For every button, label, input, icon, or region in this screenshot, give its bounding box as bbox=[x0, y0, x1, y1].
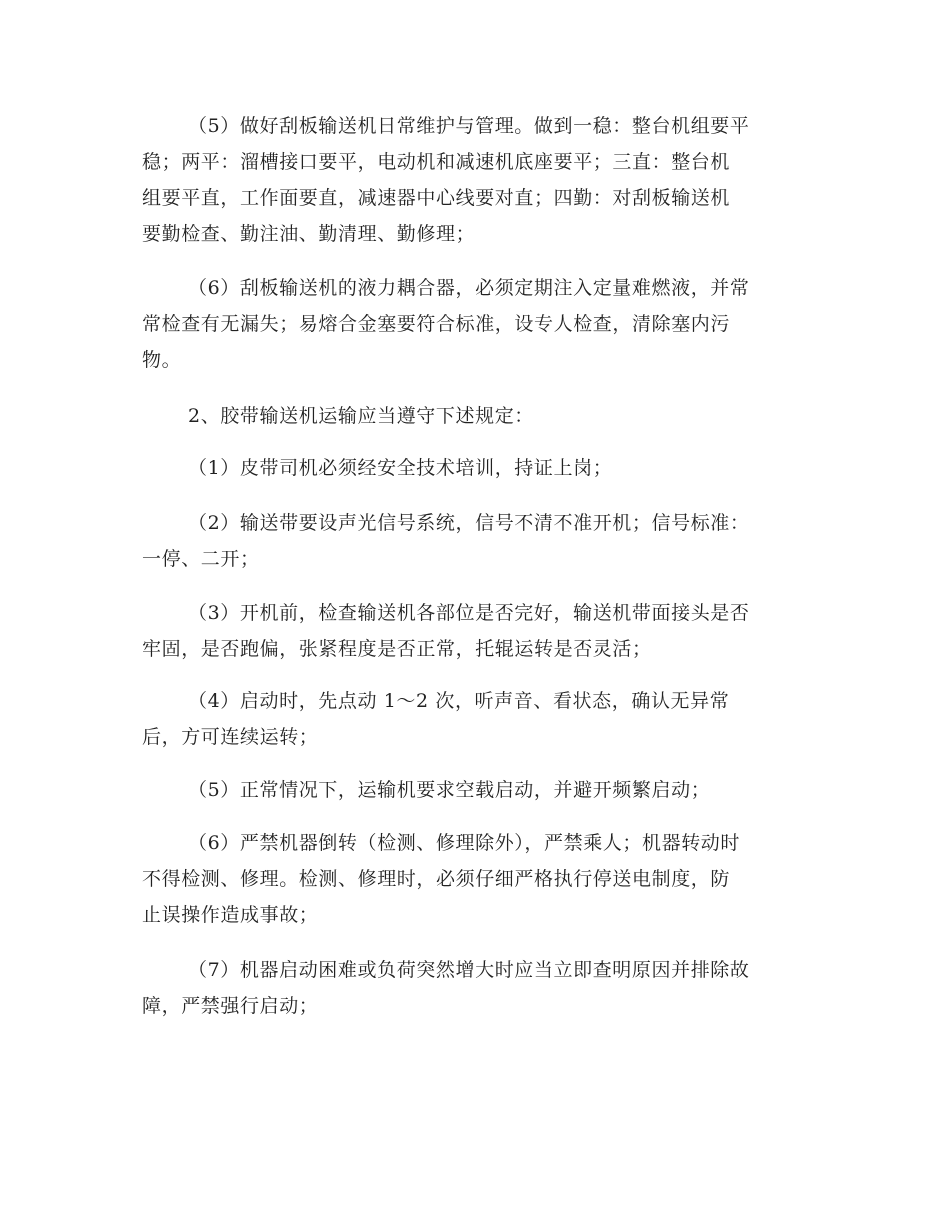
text-line: 止误操作造成事故； bbox=[142, 904, 319, 926]
text-line: 2、胶带输送机运输应当遵守下述规定： bbox=[188, 405, 534, 427]
text-line: （2）输送带要设声光信号系统，信号不清不准开机；信号标准： bbox=[188, 512, 750, 534]
paragraph-fluid-coupling bbox=[142, 270, 810, 378]
text-line: （1）皮带司机必须经安全技术培训，持证上岗； bbox=[188, 457, 613, 479]
section-heading-belt-conveyor bbox=[142, 398, 810, 434]
paragraph-belt-rule-6 bbox=[142, 825, 810, 933]
text-line: （6）刮板输送机的液力耦合器，必须定期注入定量难燃液，并常 bbox=[188, 277, 750, 299]
text-line: 后，方可连续运转； bbox=[142, 726, 319, 748]
text-line: 要勤检查、勤注油、勤清理、勤修理； bbox=[142, 223, 476, 245]
paragraph-belt-rule-1 bbox=[142, 450, 810, 486]
text-line: （5）做好刮板输送机日常维护与管理。做到一稳：整台机组要平 bbox=[188, 115, 750, 137]
text-line: 牢固，是否跑偏，张紧程度是否正常，托辊运转是否灵活； bbox=[142, 638, 652, 660]
text-line: 不得检测、修理。检测、修理时，必须仔细严格执行停送电制度，防 bbox=[142, 868, 731, 890]
paragraph-belt-rule-2 bbox=[142, 505, 810, 577]
text-line: 障，严禁强行启动； bbox=[142, 995, 319, 1017]
text-line: （3）开机前，检查输送机各部位是否完好，输送机带面接头是否 bbox=[188, 602, 750, 624]
text-line: （7）机器启动困难或负荷突然增大时应当立即查明原因并排除故 bbox=[188, 959, 750, 981]
paragraph-belt-rule-4 bbox=[142, 683, 810, 755]
text-line: 一停、二开； bbox=[142, 548, 260, 570]
paragraph-scraper-conveyor-maintenance bbox=[142, 108, 810, 252]
paragraph-belt-rule-5 bbox=[142, 772, 810, 808]
text-line: （4）启动时，先点动 1～2 次，听声音、看状态，确认无异常 bbox=[188, 690, 730, 712]
text-line: 物。 bbox=[142, 349, 182, 371]
text-line: （5）正常情况下，运输机要求空载启动，并避开频繁启动； bbox=[188, 779, 711, 801]
text-line: 稳；两平：溜槽接口要平，电动机和减速机底座要平；三直：整台机 bbox=[142, 151, 731, 173]
text-line: 组要平直，工作面要直，减速器中心线要对直；四勤：对刮板输送机 bbox=[142, 187, 731, 209]
text-line: （6）严禁机器倒转（检测、修理除外），严禁乘人；机器转动时 bbox=[188, 832, 740, 854]
text-line: 常检查有无漏失；易熔合金塞要符合标准，设专人检查，清除塞内污 bbox=[142, 313, 731, 335]
paragraph-belt-rule-3 bbox=[142, 595, 810, 667]
paragraph-belt-rule-7 bbox=[142, 952, 810, 1024]
